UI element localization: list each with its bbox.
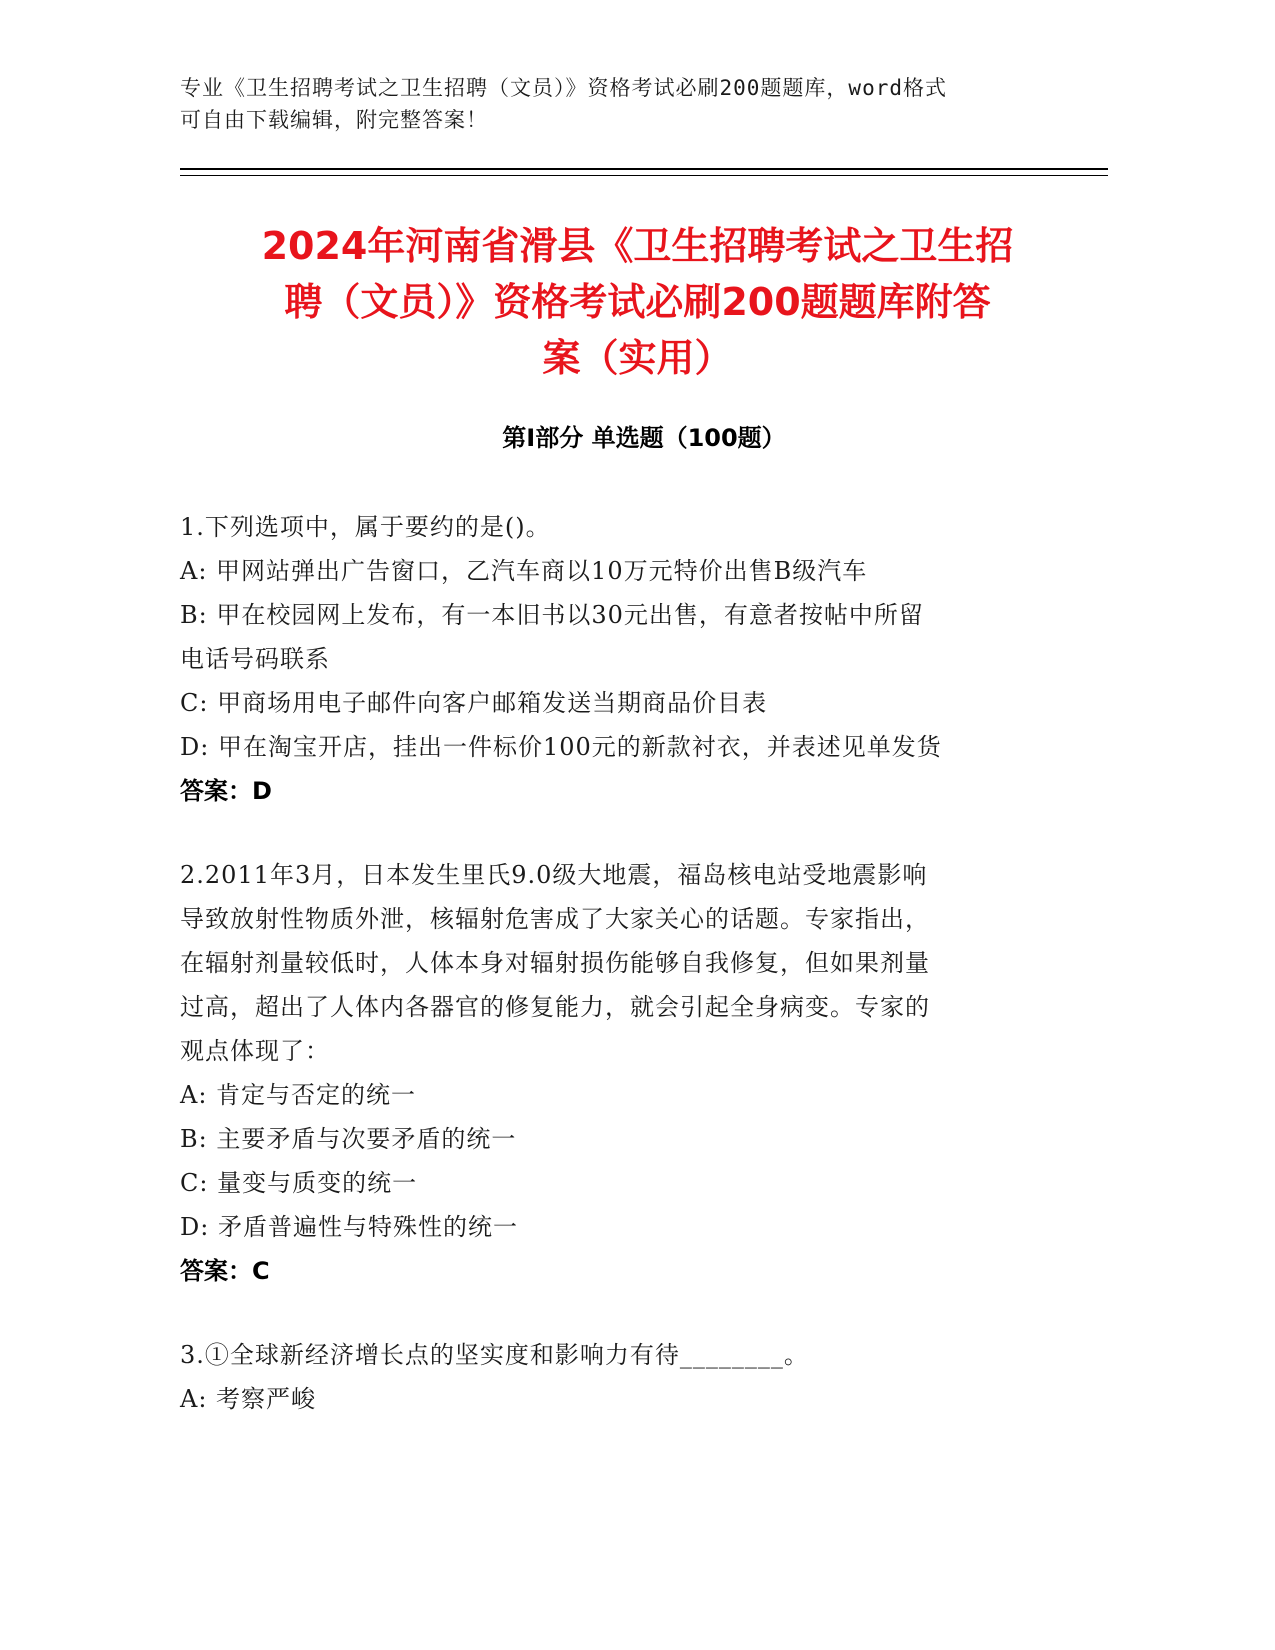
- option-a: A: 甲网站弹出广告窗口，乙汽车商以10万元特价出售B级汽车: [180, 557, 868, 585]
- header-divider-thin: [180, 175, 1108, 176]
- answer-label: 答案：C: [180, 1257, 270, 1285]
- answer-label: 答案：D: [180, 777, 272, 805]
- question-stem: 3.①全球新经济增长点的坚实度和影响力有待________。: [180, 1341, 809, 1369]
- option-b-continued: 电话号码联系: [180, 645, 330, 673]
- question-list: [180, 505, 1040, 1461]
- header-note-line-2: 可自由下载编辑，附完整答案！: [180, 108, 488, 132]
- option-b: B: 甲在校园网上发布，有一本旧书以30元出售，有意者按帖中所留: [180, 601, 924, 629]
- question-stem-continued: 过高，超出了人体内各器官的修复能力，就会引起全身病变。专家的: [180, 993, 930, 1021]
- option-d: D: 甲在淘宝开店，挂出一件标价100元的新款衬衣，并表述见单发货: [180, 733, 942, 761]
- option-b: B: 主要矛盾与次要矛盾的统一: [180, 1125, 517, 1153]
- question-stem: 2.2011年3月，日本发生里氏9.0级大地震，福岛核电站受地震影响: [180, 861, 928, 889]
- section-title: 第I部分 单选题（100题）: [502, 424, 786, 452]
- option-d: D: 矛盾普遍性与特殊性的统一: [180, 1213, 518, 1241]
- question-item: [180, 1333, 1040, 1421]
- option-a: A: 肯定与否定的统一: [180, 1081, 417, 1109]
- document-title-line-2: 聘（文员）》资格考试必刷200题题库附答: [284, 280, 991, 324]
- document-title-line-1: 2024年河南省滑县《卫生招聘考试之卫生招: [261, 224, 1014, 268]
- option-c: C: 量变与质变的统一: [180, 1169, 418, 1197]
- question-item: [180, 853, 1040, 1293]
- question-stem-continued: 在辐射剂量较低时，人体本身对辐射损伤能够自我修复，但如果剂量: [180, 949, 930, 977]
- document-title-line-3: 案（实用）: [542, 336, 733, 380]
- question-stem-continued: 观点体现了：: [180, 1037, 330, 1065]
- option-c: C: 甲商场用电子邮件向客户邮箱发送当期商品价目表: [180, 689, 768, 717]
- header-note-line-1: 专业《卫生招聘考试之卫生招聘（文员）》资格考试必刷200题题库，word格式: [180, 76, 947, 100]
- option-a: A: 考察严峻: [180, 1385, 317, 1413]
- question-stem-continued: 导致放射性物质外泄，核辐射危害成了大家关心的话题。专家指出，: [180, 905, 930, 933]
- header-divider-thick: [180, 168, 1108, 170]
- document-title: [170, 218, 1105, 386]
- question-item: [180, 505, 1040, 813]
- header-note: [180, 72, 1050, 136]
- question-stem: 1.下列选项中，属于要约的是()。: [180, 513, 551, 541]
